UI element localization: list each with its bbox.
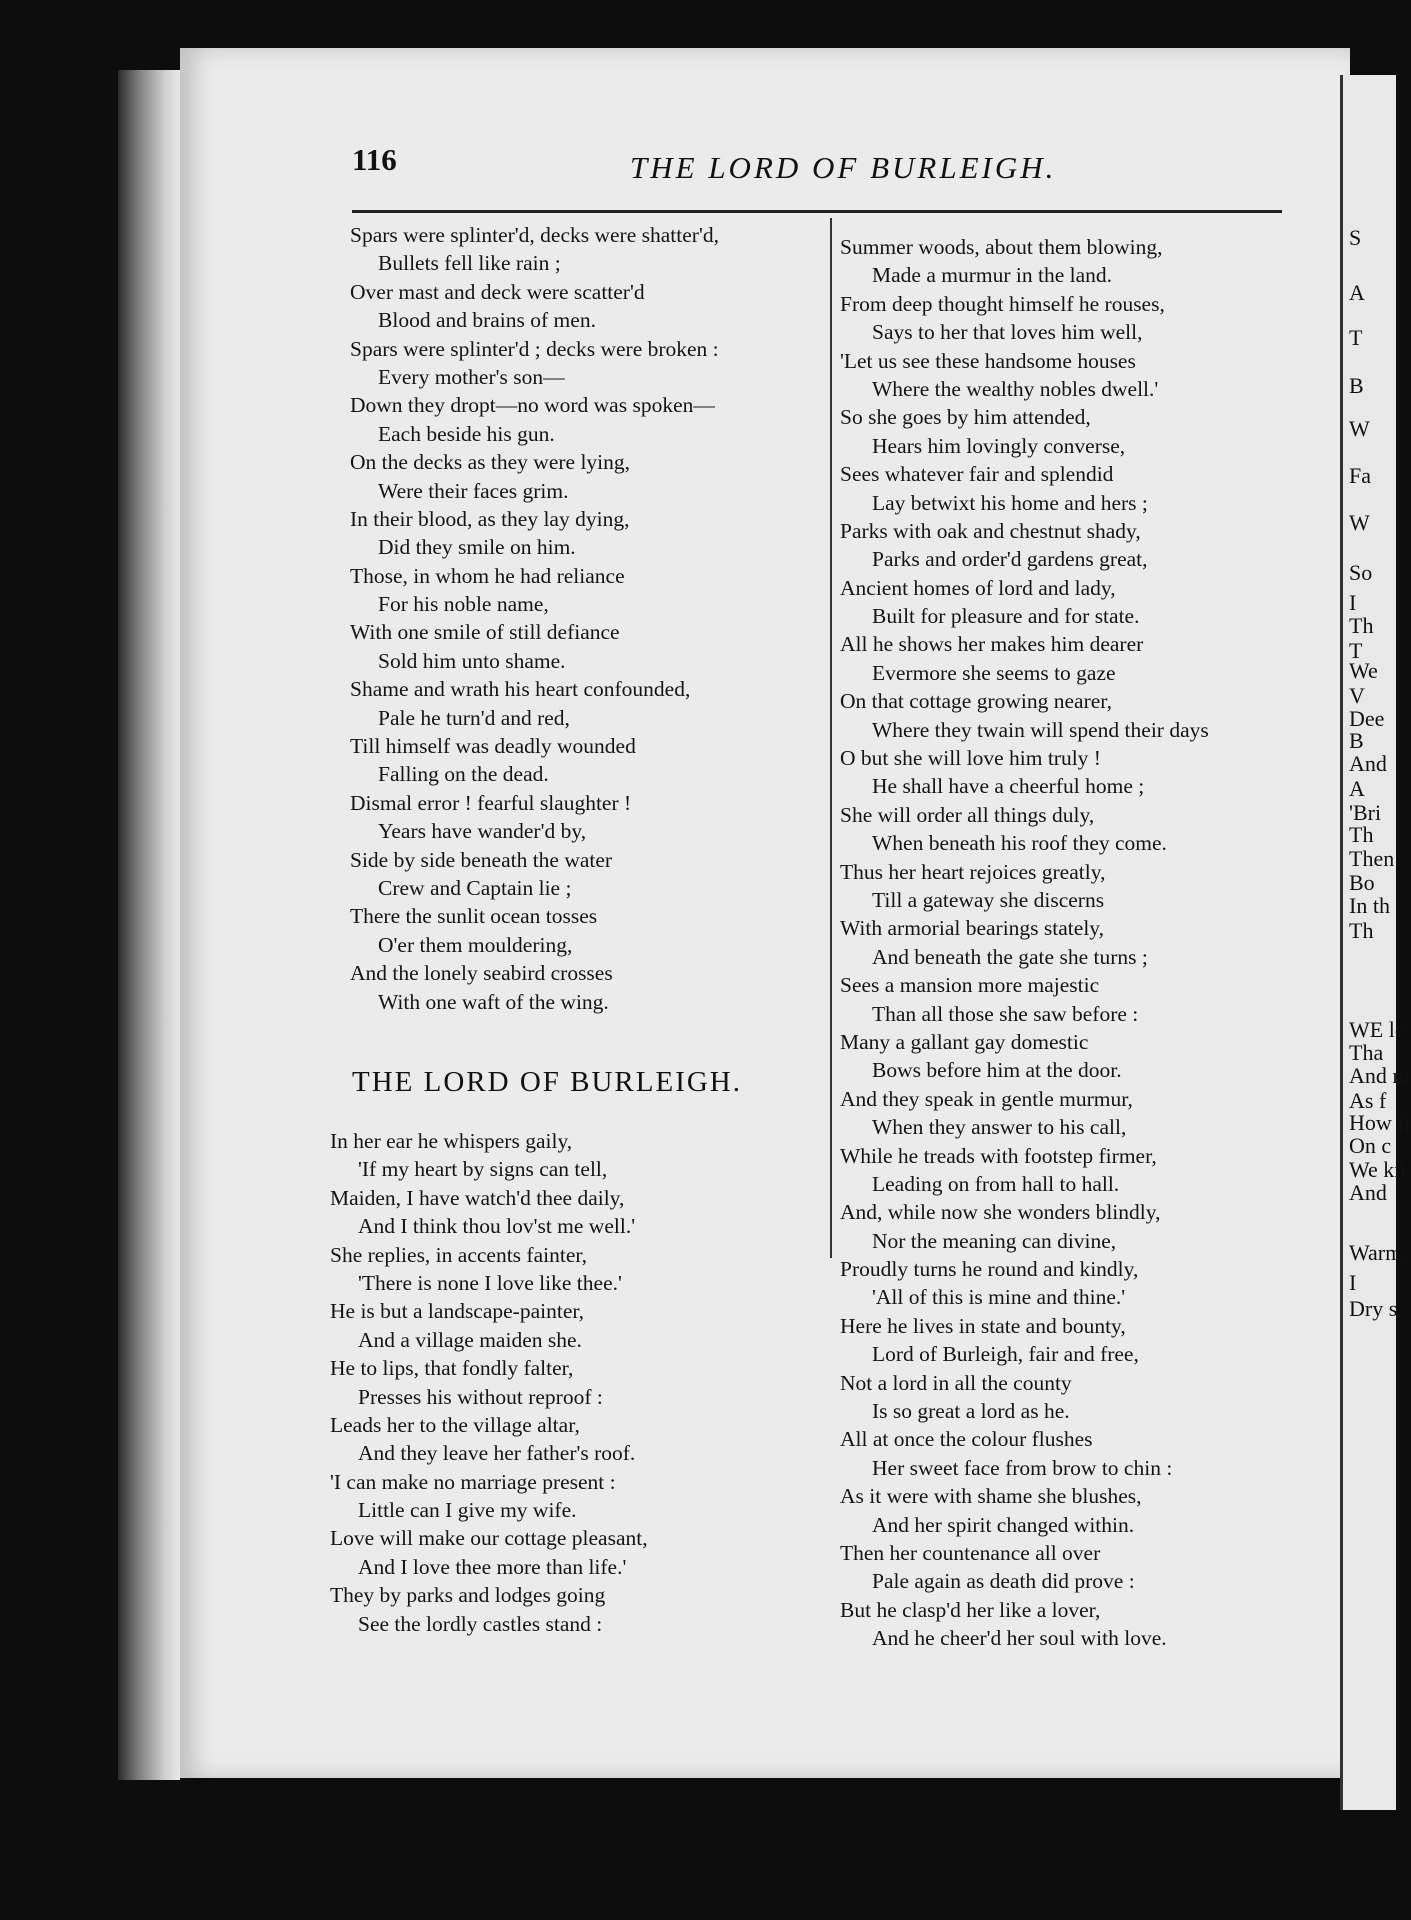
poem-line: They by parks and lodges going [330, 1583, 606, 1608]
facing-page-text-fragment: 'Bri [1349, 800, 1382, 825]
poem-line: So she goes by him attended, [840, 405, 1091, 430]
running-head: THE LORD OF BURLEIGH. [630, 150, 1057, 185]
poem-line: Shame and wrath his heart confounded, [350, 677, 691, 702]
poem-line: 'There is none I love like thee.' [358, 1270, 622, 1295]
facing-page-text-fragment: As f [1349, 1088, 1387, 1113]
poem-line: Pale again as death did prove : [872, 1569, 1135, 1594]
poem-line: On that cottage growing nearer, [840, 689, 1112, 714]
poem-line: Is so great a lord as he. [872, 1399, 1070, 1424]
poem-line: Her sweet face from brow to chin : [872, 1455, 1173, 1480]
poem-line: Did they smile on him. [378, 535, 576, 560]
poem-line: And a village maiden she. [358, 1327, 582, 1352]
poem-line: Thus her heart rejoices greatly, [840, 859, 1106, 884]
facing-page-text-fragment: Bo [1349, 870, 1375, 895]
facing-page-text-fragment: I [1349, 1270, 1357, 1295]
poem-line: Evermore she seems to gaze [872, 660, 1116, 685]
poem-line: Were their faces grim. [378, 478, 569, 503]
facing-page-text-fragment: Then [1349, 846, 1395, 871]
facing-page-text-fragment: WE le [1349, 1017, 1405, 1042]
poem-line: Over mast and deck were scatter'd [350, 279, 645, 304]
poem-line: Years have wander'd by, [378, 819, 587, 844]
poem-line: See the lordly castles stand : [358, 1611, 603, 1636]
poem-line: 'If my heart by signs can tell, [358, 1157, 608, 1182]
facing-page-text-fragment: We [1349, 658, 1378, 683]
poem-line: Spars were splinter'd ; decks were broken : [350, 336, 719, 361]
poem-line: Parks with oak and chestnut shady, [840, 518, 1141, 543]
poem-line: Sees whatever fair and splendid [840, 462, 1114, 487]
poem-line: Leads her to the village altar, [330, 1412, 580, 1437]
facing-page-text-fragment: S [1349, 225, 1362, 250]
facing-page-text-fragment: Dee [1349, 706, 1385, 731]
facing-page-text-fragment: Tha [1349, 1040, 1384, 1065]
poem-line: Spars were splinter'd, decks were shatter'd, [350, 223, 719, 247]
poem-line: For his noble name, [378, 592, 549, 617]
facing-page-text-fragment: A [1349, 776, 1365, 801]
poem-line: Where they twain will spend their days [872, 717, 1209, 742]
poem-line: Nor the meaning can divine, [872, 1228, 1117, 1253]
poem-line: Parks and order'd gardens great, [872, 547, 1148, 572]
facing-page-text-fragment: How fi [1349, 1110, 1411, 1135]
facing-page-text-fragment: And m [1349, 1063, 1410, 1088]
facing-page-text-fragment: I [1349, 590, 1357, 615]
poem-line: And her spirit changed within. [872, 1512, 1135, 1537]
facing-page-text-fragment: Th [1349, 822, 1374, 847]
poem-line: Little can I give my wife. [358, 1498, 577, 1523]
poem-line: He shall have a cheerful home ; [872, 774, 1145, 799]
poem-line: Lay betwixt his home and hers ; [872, 490, 1148, 515]
poem-line: From deep thought himself he rouses, [840, 291, 1165, 316]
poem-line: Crew and Captain lie ; [378, 875, 572, 900]
facing-page-text-fragment: T [1349, 638, 1363, 663]
poem-line: When beneath his roof they come. [872, 831, 1167, 856]
poem-line: In their blood, as they lay dying, [350, 506, 630, 531]
poem-line: Proudly turns he round and kindly, [840, 1257, 1139, 1282]
poem-line: Many a gallant gay domestic [840, 1029, 1089, 1054]
poem-line: Leading on from hall to hall. [872, 1171, 1120, 1196]
poem-line: There the sunlit ocean tosses [350, 904, 598, 929]
poem-line: Where the wealthy nobles dwell.' [872, 376, 1159, 401]
facing-page-text-fragment: Dry s [1349, 1296, 1398, 1321]
facing-page-text-fragment: And [1349, 751, 1387, 776]
poem-line: And they leave her father's roof. [358, 1441, 636, 1466]
facing-page-text-fragment: On c [1349, 1133, 1392, 1158]
poem-title: THE LORD OF BURLEIGH. [352, 1066, 742, 1098]
poem-line: Maiden, I have watch'd thee daily, [330, 1185, 625, 1210]
poem-line: Not a lord in all the county [840, 1370, 1072, 1395]
poem-line: Till himself was deadly wounded [350, 734, 636, 759]
poem-line: Those, in whom he had reliance [350, 563, 625, 588]
poem-line: Built for pleasure and for state. [872, 604, 1140, 629]
poem-line: All he shows her makes him dearer [840, 632, 1144, 657]
poem-line: And he cheer'd her soul with love. [872, 1626, 1167, 1651]
poem-right-column [840, 233, 1300, 1653]
facing-page-text-fragment: V [1349, 683, 1365, 708]
poem-line: Then her countenance all over [840, 1540, 1101, 1565]
poem-line: With armorial bearings stately, [840, 916, 1105, 941]
poem-line: 'Let us see these handsome houses [840, 348, 1136, 373]
poem-line: With one waft of the wing. [378, 989, 609, 1014]
poem-line: Each beside his gun. [378, 421, 555, 446]
poem-line: Bullets fell like rain ; [378, 251, 561, 276]
poem-line: Sees a mansion more majestic [840, 973, 1100, 998]
page-number: 116 [352, 142, 397, 177]
facing-page-text-fragment: So [1349, 560, 1373, 585]
poem-line: And I think thou lov'st me well.' [358, 1214, 636, 1239]
facing-page-text-fragment: T [1349, 325, 1363, 350]
poem-line: Hears him lovingly converse, [872, 433, 1126, 458]
poem-continuation-column [350, 221, 820, 1016]
poem-line: And the lonely seabird crosses [350, 961, 613, 986]
poem-line: He is but a landscape-painter, [330, 1299, 585, 1324]
book-spine-shadow [118, 70, 180, 1780]
poem-line: As it were with shame she blushes, [840, 1484, 1142, 1509]
poem-left-column [330, 1127, 820, 1638]
poem-line: Here he lives in state and bounty, [840, 1313, 1126, 1338]
poem-line: Falling on the dead. [378, 762, 549, 787]
poem-line: Love will make our cottage pleasant, [330, 1526, 648, 1551]
facing-page-text-fragment: Th [1349, 613, 1374, 638]
poem-line: She replies, in accents fainter, [330, 1242, 588, 1267]
facing-page-text-fragment: In th [1349, 893, 1390, 918]
poem-line: O but she will love him truly ! [840, 746, 1101, 771]
column-divider [830, 218, 832, 1258]
poem-line: She will order all things duly, [840, 802, 1095, 827]
facing-page-text-fragment: And [1349, 1180, 1387, 1205]
poem-line: In her ear he whispers gaily, [330, 1129, 573, 1153]
poem-line: When they answer to his call, [872, 1115, 1127, 1140]
facing-page-text-fragment: B [1349, 728, 1364, 753]
facing-page-text-fragment: W [1349, 416, 1370, 441]
poem-line: And I love thee more than life.' [358, 1554, 627, 1579]
poem-line: O'er them mouldering, [378, 932, 573, 957]
header-rule [352, 210, 1282, 213]
poem-line: And, while now she wonders blindly, [840, 1200, 1161, 1225]
poem-line: He to lips, that fondly falter, [330, 1356, 574, 1381]
poem-line: Down they dropt—no word was spoken— [350, 393, 715, 418]
poem-line: Till a gateway she discerns [872, 887, 1105, 912]
facing-page-text-fragment: Fa [1349, 463, 1371, 488]
poem-line: Blood and brains of men. [378, 308, 596, 333]
poem-line: Every mother's son— [378, 364, 565, 389]
facing-page-text-fragment: Th [1349, 918, 1374, 943]
facing-page-edge [1340, 75, 1411, 1810]
poem-line: Side by side beneath the water [350, 847, 613, 872]
poem-line: Lord of Burleigh, fair and free, [872, 1342, 1139, 1367]
facing-page-text-fragment: Warm [1349, 1240, 1403, 1265]
poem-line: Bows before him at the door. [872, 1058, 1122, 1083]
facing-page-text-fragment: A [1349, 280, 1365, 305]
poem-line: With one smile of still defiance [350, 620, 620, 645]
poem-line: And they speak in gentle murmur, [840, 1086, 1133, 1111]
poem-line: On the decks as they were lying, [350, 450, 631, 475]
poem-line: And beneath the gate she turns ; [872, 944, 1148, 969]
poem-line: But he clasp'd her like a lover, [840, 1597, 1101, 1622]
poem-line: Says to her that loves him well, [872, 320, 1143, 345]
poem-line: Sold him unto shame. [378, 648, 566, 673]
poem-line: 'All of this is mine and thine.' [872, 1285, 1126, 1310]
poem-line: Summer woods, about them blowing, [840, 235, 1163, 259]
poem-line: Made a murmur in the land. [872, 263, 1113, 288]
poem-line: Dismal error ! fearful slaughter ! [350, 790, 632, 815]
poem-line: 'I can make no marriage present : [330, 1469, 616, 1494]
facing-page-text-fragment: W [1349, 510, 1370, 535]
poem-line: All at once the colour flushes [840, 1427, 1093, 1452]
poem-line: While he treads with footstep firmer, [840, 1143, 1157, 1168]
poem-line: Presses his without reproof : [358, 1384, 603, 1409]
poem-line: Pale he turn'd and red, [378, 705, 570, 730]
poem-line: Ancient homes of lord and lady, [840, 575, 1116, 600]
poem-line: Than all those she saw before : [872, 1001, 1139, 1026]
facing-page-text-fragment: B [1349, 373, 1364, 398]
facing-page-text-fragment: We kn [1349, 1157, 1406, 1182]
